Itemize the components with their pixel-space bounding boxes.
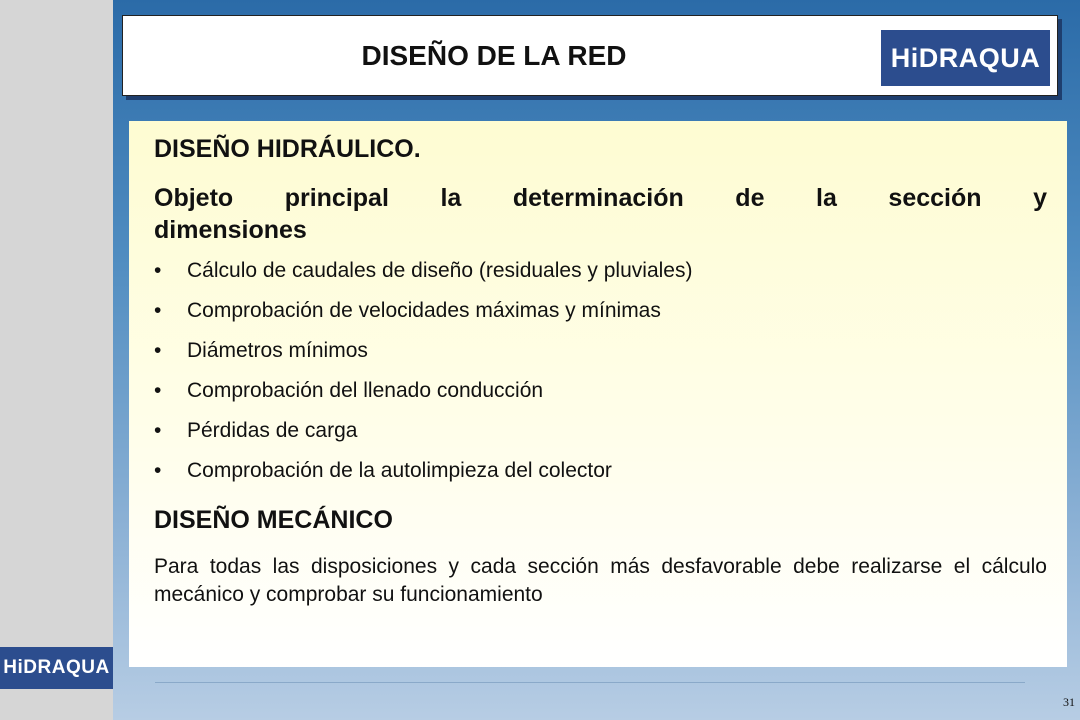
content-panel bbox=[129, 121, 1067, 667]
section-heading-hydraulic: DISEÑO HIDRÁULICO. bbox=[154, 135, 421, 163]
page-number: 31 bbox=[1063, 695, 1075, 709]
left-sidebar-strip bbox=[0, 0, 113, 720]
sidebar-logo: HiDRAQUA bbox=[0, 647, 113, 689]
content-body bbox=[154, 135, 1047, 609]
section-heading-mechanical: DISEÑO MECÁNICO bbox=[154, 506, 393, 534]
list-item-text: Pérdidas de carga bbox=[187, 419, 358, 442]
bullet-icon: • bbox=[154, 379, 162, 402]
list-item bbox=[154, 378, 1047, 418]
objective-heading-line2: dimensiones bbox=[154, 216, 307, 244]
bullet-icon: • bbox=[154, 419, 162, 442]
footer-divider bbox=[155, 682, 1025, 683]
bullet-list bbox=[154, 258, 1047, 498]
list-item bbox=[154, 258, 1047, 298]
list-item bbox=[154, 418, 1047, 458]
list-item-text: Cálculo de caudales de diseño (residuales y pluviales) bbox=[187, 259, 693, 282]
bullet-icon: • bbox=[154, 259, 162, 282]
bullet-icon: • bbox=[154, 339, 162, 362]
list-item bbox=[154, 338, 1047, 378]
list-item-text: Comprobación de velocidades máximas y mínimas bbox=[187, 299, 661, 322]
mechanical-paragraph: Para todas las disposiciones y cada sección más desfavorable debe realizarse el cálculo mecánico y comprobar su funcionamiento bbox=[154, 555, 1047, 606]
bullet-icon: • bbox=[154, 299, 162, 322]
bullet-icon: • bbox=[154, 459, 162, 482]
list-item-text: Diámetros mínimos bbox=[187, 339, 368, 362]
list-item-text: Comprobación de la autolimpieza del colector bbox=[187, 459, 612, 482]
objective-heading-line1: Objeto principal la determinación de la sección y bbox=[154, 184, 1047, 212]
title-banner bbox=[122, 15, 1058, 96]
header-logo: HiDRAQUA bbox=[878, 27, 1053, 89]
list-item bbox=[154, 298, 1047, 338]
slide-title: DISEÑO DE LA RED bbox=[361, 39, 627, 71]
list-item bbox=[154, 458, 1047, 498]
list-item-text: Comprobación del llenado conducción bbox=[187, 379, 544, 402]
